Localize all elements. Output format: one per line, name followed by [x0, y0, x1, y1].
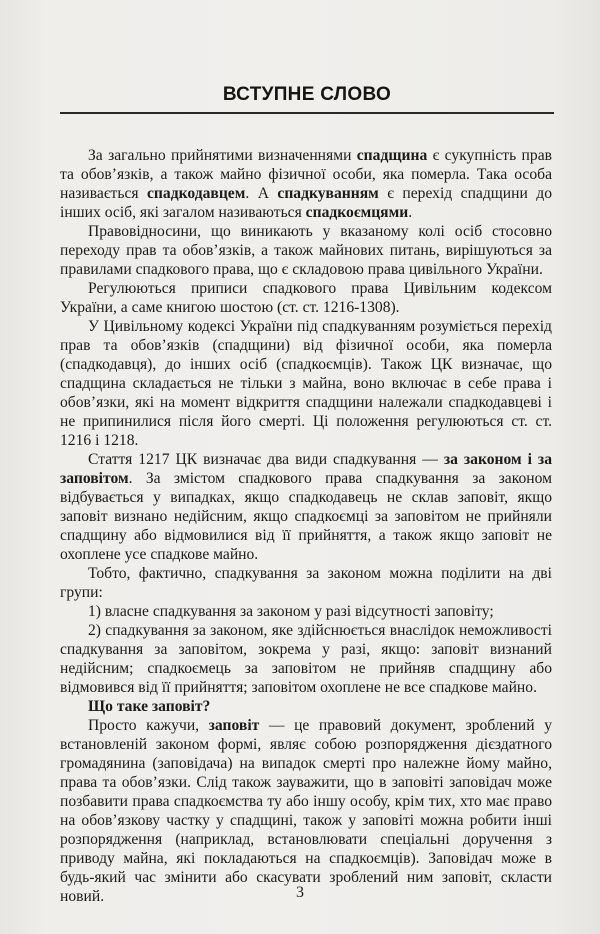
body-text [60, 146, 552, 906]
text-run: . За змістом спадкового права спадкування за законом відбувається у випадках, якщо спадкодавець не склав заповіт, якщо заповіт визнано недійсним, якщо спадкоємці за заповітом не прийняли спадщину або відмовилися від її прийняття, а також якщо заповіт не охоплене усе спадкове майно. [60, 470, 552, 563]
paragraph [60, 317, 552, 450]
text-run: є перехід спадщини до інших осіб, які загалом називаються [60, 185, 552, 221]
bold-term: спадкоємцями [305, 204, 409, 221]
section-heading [60, 697, 552, 716]
text-run: Правовідносини, що виникають у вказаному колі осіб стосовно переходу прав та обов’язків, а також майнових питань, вирішуються за правилами спадкового права, що є складовою права цивільного України. [60, 223, 552, 278]
bold-term: спадкодавцем [147, 185, 246, 202]
text-run: . [408, 204, 413, 221]
bold-term: за законом і за заповітом [60, 451, 552, 487]
paragraph [60, 621, 552, 697]
paragraph [60, 564, 552, 602]
bold-term: спадкуванням [277, 185, 379, 202]
bold-term: спадщина [356, 147, 428, 164]
text-run: — це правовий документ, зроблений у встановленій законом формі, являє собою розпорядження дієздатного громадянина (заповідача) на випадок смерті про належне йому майно, права та обов’язки. Слід також зауважити, що в заповіті заповідач може позбавити права спадкоємства ту або іншу особу, крім тих, хто має право на обов’язкову частку у спадщині, також у заповіті можна робити інші розпорядження (наприклад, встановлювати спеціальні доручення з приводу майна, які покладаються на спадкоємців). Заповідач може в будь-який час змінити або скасувати зроблений ним заповіт, скласти новий. [60, 717, 553, 905]
paragraph [60, 279, 552, 317]
text-run: Стаття 1217 ЦК визначає два види спадкування — [88, 451, 444, 468]
text-run: Просто кажучи, [88, 717, 209, 734]
chapter-title: ВСТУПНЕ СЛОВО [222, 84, 392, 105]
text-run: У Цивільному кодексі України під спадкуванням розуміється перехід прав та обов’язків (спадщини) від фізичної особи, яка померла (спадкодавця), до інших осіб (спадкоємців). Також ЦК визначає, що спадщина складається не тільки з майна, воно включає в себе права і обов’язки, які на момент відкриття спадщини належали спадкодавцеві і не припинилися після його смерті. Ці положення регулюються ст. ст. 1216 і 1218. [60, 318, 552, 449]
page-number: 3 [296, 884, 304, 901]
text-run: Регулюються приписи спадкового права Цивільним кодексом України, а саме книгою шостою (ст. ст. 1216-1308). [60, 280, 552, 316]
header-rule [60, 112, 554, 114]
paragraph [60, 450, 552, 564]
paragraph [60, 716, 552, 906]
text-run: Тобто, фактично, спадкування за законом можна поділити на дві групи: [60, 565, 552, 601]
text-run: Що таке заповіт? [88, 698, 211, 715]
paragraph [60, 222, 552, 279]
text-run: 1) власне спадкування за законом у разі відсутності заповіту; [88, 603, 494, 620]
bold-term: заповіт [208, 717, 260, 734]
paragraph [60, 146, 552, 222]
text-run: є сукупність прав та обов’язків, а також майно фізичної особи, яка померла. Така особа називається [60, 147, 552, 202]
text-run: 2) спадкування за законом, яке здійснюється внаслідок неможливості спадкування за заповітом, зокрема у разі, якщо: заповіт визнаний недійсним; спадкоємець за заповітом не прийняв спадщину або відмовився від її прийняття; заповітом охоплене не все спадкове майно. [60, 622, 552, 696]
paragraph [60, 602, 552, 621]
text-run: За загально прийнятими визначеннями [88, 147, 357, 164]
chapter-header [60, 84, 554, 106]
text-run: . А [245, 185, 278, 202]
